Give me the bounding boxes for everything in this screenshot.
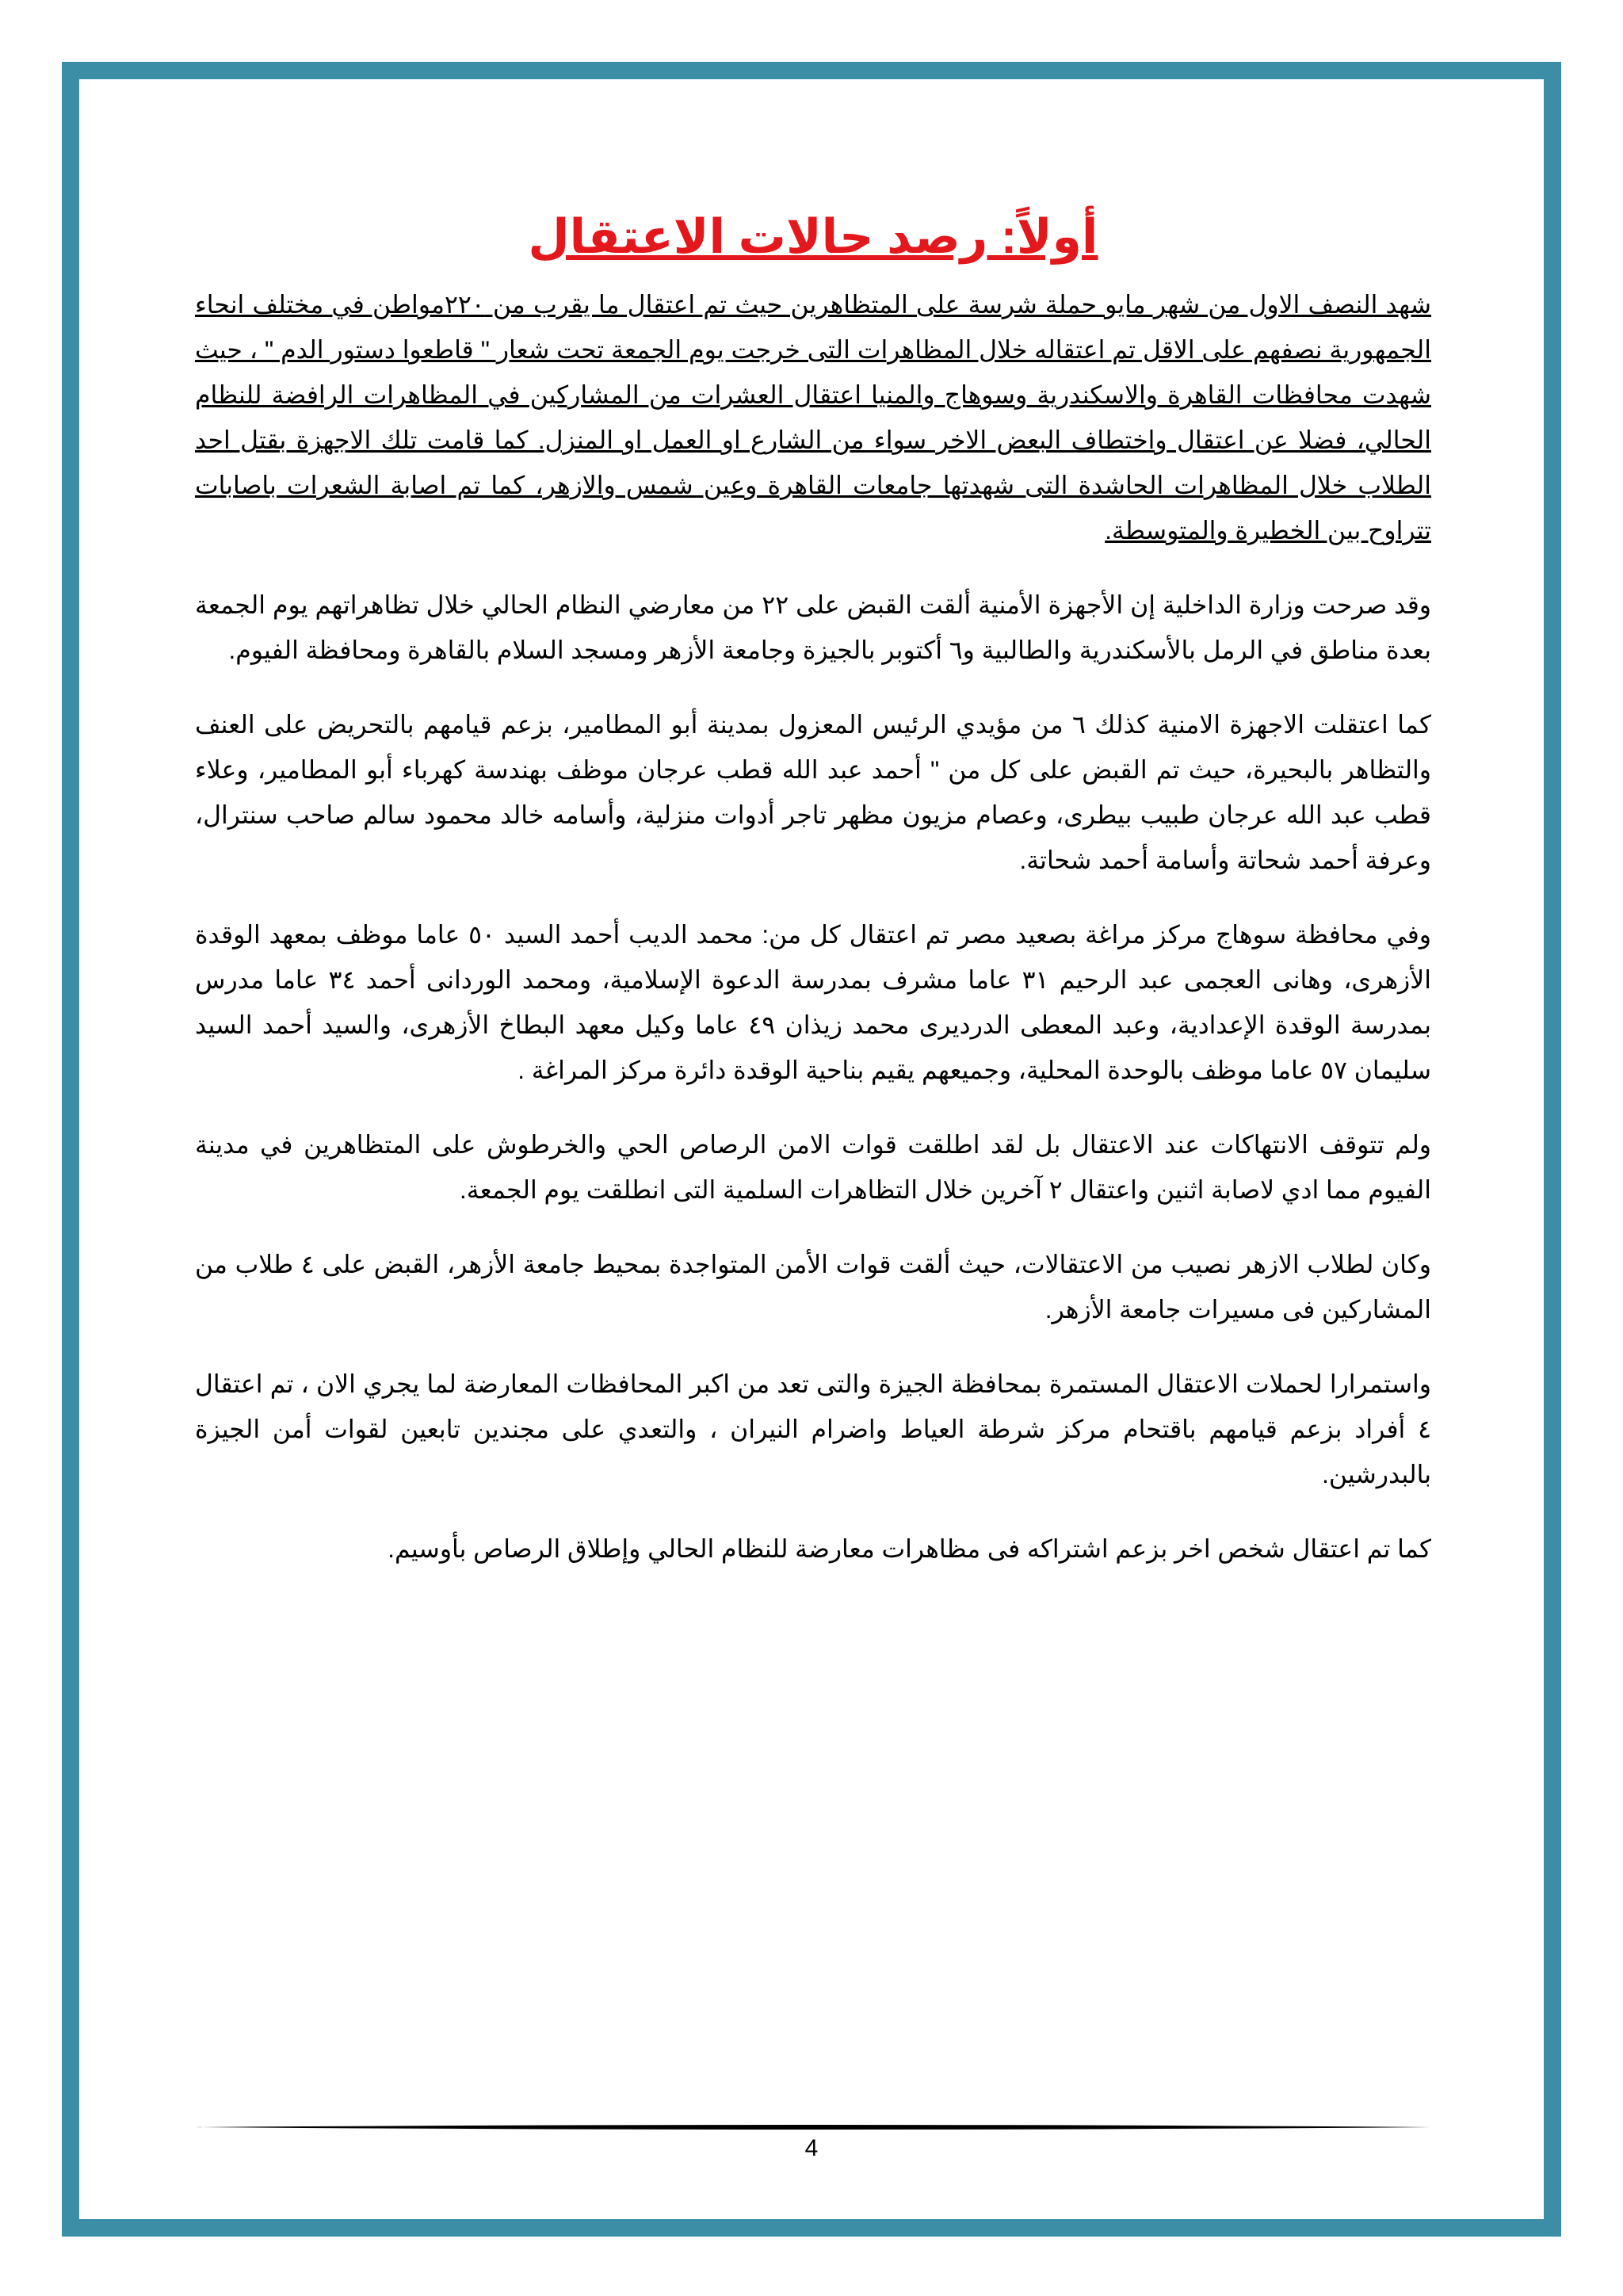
section-title: أولاً: رصد حالات الاعتقال	[528, 210, 1098, 263]
paragraph-7: واستمرارا لحملات الاعتقال المستمرة بمحافظة الجيزة والتى تعد من اكبر المحافظات المعارضة لما يجري الان ، تم اعتقال ٤ أفراد بزعم قيامهم باقتحام مركز شرطة العياط واضرام النيران ، والتعدي على مجندين تابعين لقوات أمن الجيزة بالبدرشين.	[195, 1370, 1431, 1488]
paragraph-5: ولم تتوقف الانتهاكات عند الاعتقال بل لقد اطلقت قوات الامن الرصاص الحي والخرطوش على المتظاهرين في مدينة الفيوم مما ادي لاصابة اثنين واعتقال ٢ آخرين خلال التظاهرات السلمية التى انطلقت يوم الجمعة.	[195, 1130, 1431, 1204]
paragraph-6: وكان لطلاب الازهر نصيب من الاعتقالات، حيث ألقت قوات الأمن المتواجدة بمحيط جامعة الأزهر، القبض على ٤ طلاب من المشاركين فى مسيرات جامعة الأزهر.	[195, 1250, 1431, 1324]
paragraph-4: وفي محافظة سوهاج مركز مراغة بصعيد مصر تم اعتقال كل من: محمد الديب أحمد السيد ٥٠ عاما موظف بمعهد الوقدة الأزهرى، وهانى العجمى عبد الرحيم ٣١ عاما مشرف بمدرسة الدعوة الإسلامية، ومحمد الوردانى أحمد ٣٤ عاما مدرس بمدرسة الوقدة الإعدادية، وعبد المعطى الدرديرى محمد زيذان ٤٩ عاما وكيل معهد البطاخ الأزهرى، والسيد أحمد السيد سليمان ٥٧ عاما موظف بالوحدة المحلية، وجميعهم يقيم بناحية الوقدة دائرة مركز المراغة .	[195, 920, 1431, 1084]
paragraph-3: كما اعتقلت الاجهزة الامنية كذلك ٦ من مؤيدي الرئيس المعزول بمدينة أبو المطامير، بزعم قيامهم بالتحريض على العنف والتظاهر بالبحيرة، حيث تم القبض على كل من " أحمد عبد الله قطب عرجان موظف بهندسة كهرباء أبو المطامير، وعلاء قطب عبد الله عرجان طبيب بيطرى، وعصام مزيون مظهر تاجر أدوات منزلية، وأسامه خالد محمود سالم صاحب سنترال، وعرفة أحمد شحاتة وأسامة أحمد شحاتة.	[195, 710, 1431, 874]
paragraph-2: وقد صرحت وزارة الداخلية إن الأجهزة الأمنية ألقت القبض على ٢٢ من معارضي النظام الحالي خلال تظاهراتهم يوم الجمعة بعدة مناطق في الرمل بالأسكندرية والطالبية و٦ أكتوبر بالجيزة وجامعة الأزهر ومسجد السلام بالقاهرة ومحافظة الفيوم.	[195, 590, 1431, 664]
footer-divider	[195, 2124, 1431, 2130]
paragraph-1: شهد النصف الاول من شهر مايو حملة شرسة على المتظاهرين حيث تم اعتقال ما يقرب من ٢٢٠مواطن في مختلف انحاء الجمهورية نصفهم على الاقل تم اعتقاله خلال المظاهرات التى خرجت يوم الجمعة تحت شعار " قاطعوا دستور الدم " ، حيث شهدت محافظات القاهرة والاسكندرية وسوهاج والمنيا اعتقال العشرات من المشاركين في المظاهرات الرافضة للنظام الحالي، فضلا عن اعتقال واختطاف البعض الاخر سواء من الشارع او العمل او المنزل. كما قامت تلك الاجهزة بقتل احد الطلاب خلال المظاهرات الحاشدة التى شهدتها جامعات القاهرة وعين شمس والازهر، كما تم اصابة الشعرات باصابات تتراوح بين الخطيرة والمتوسطة.	[195, 290, 1431, 544]
document-body	[195, 190, 1431, 1601]
page-number: 4	[804, 2135, 819, 2161]
paragraph-8: كما تم اعتقال شخص اخر بزعم اشتراكه فى مظاهرات معارضة للنظام الحالي وإطلاق الرصاص بأوسيم.	[388, 1534, 1431, 1563]
